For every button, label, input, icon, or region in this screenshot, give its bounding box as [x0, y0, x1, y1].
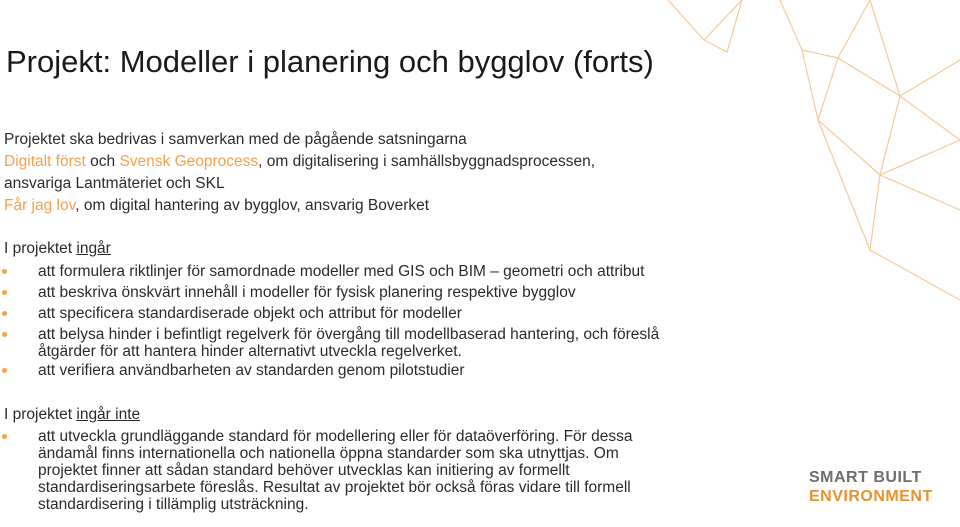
bullet-icon [2, 434, 7, 439]
list-item: att specificera standardiserade objekt och attribut för modeller [38, 305, 462, 322]
intro-line-1: Projektet ska bedrivas i samverkan med de pågående satsningarna [4, 131, 467, 148]
list-item: att beskriva önskvärt innehåll i modeller för fysisk planering respektive bygglov [38, 284, 576, 301]
intro-line-3: ansvariga Lantmäteriet och SKL [4, 175, 225, 192]
bullet-icon [2, 368, 7, 373]
link-svensk-geoprocess[interactable]: Svensk Geoprocess [119, 153, 259, 170]
smart-built-environment-logo [809, 468, 933, 506]
paragraph-line: standardiseringsarbete föreslås. Resultat av projektet bör också föras vidare till formell [38, 479, 631, 496]
list-item-continued: åtgärder för att hantera hinder alternativt utveckla regelverket. [38, 343, 462, 360]
logo-line-1: SMART BUILT [809, 469, 922, 486]
paragraph-line: projektet finner att sådan standard behöver utvecklas kan initiering av formellt [38, 462, 570, 479]
paragraph-line: standardisering i tillämplig utsträckning. [38, 496, 309, 513]
list-item: att formulera riktlinjer för samordnade modeller med GIS och BIM – geometri och attribut [38, 263, 645, 280]
link-digitalt-forst[interactable]: Digitalt först [4, 153, 86, 170]
paragraph-line: att utveckla grundläggande standard för modellering eller för dataöverföring. För dessa [38, 428, 633, 445]
intro-line-2: Digitalt först och Svensk Geoprocess, om digitalisering i samhällsbyggnadsprocessen, [4, 153, 596, 170]
link-far-jag-lov[interactable]: Får jag lov [4, 197, 76, 214]
intro-line-4: Får jag lov, om digital hantering av bygglov, ansvarig Boverket [4, 197, 430, 214]
bullet-icon [2, 290, 7, 295]
logo-line-2: ENVIRONMENT [809, 488, 933, 505]
bullet-icon [2, 269, 7, 274]
paragraph-line: ändamål finns internationella och nationella öppna standarder som ska utnyttjas. Om [38, 445, 619, 462]
bullet-icon [2, 311, 7, 316]
page-title: Projekt: Modeller i planering och bygglov (forts) [6, 44, 654, 79]
list-item: att belysa hinder i befintligt regelverk för övergång till modellbaserad hantering, och föreslå [38, 326, 660, 343]
section-heading-ingar-inte: I projektet ingår inte [4, 406, 141, 423]
bullet-icon [2, 332, 7, 337]
section-heading-ingar: I projektet ingår [4, 240, 111, 257]
list-item: att verifiera användbarheten av standarden genom pilotstudier [38, 362, 465, 379]
